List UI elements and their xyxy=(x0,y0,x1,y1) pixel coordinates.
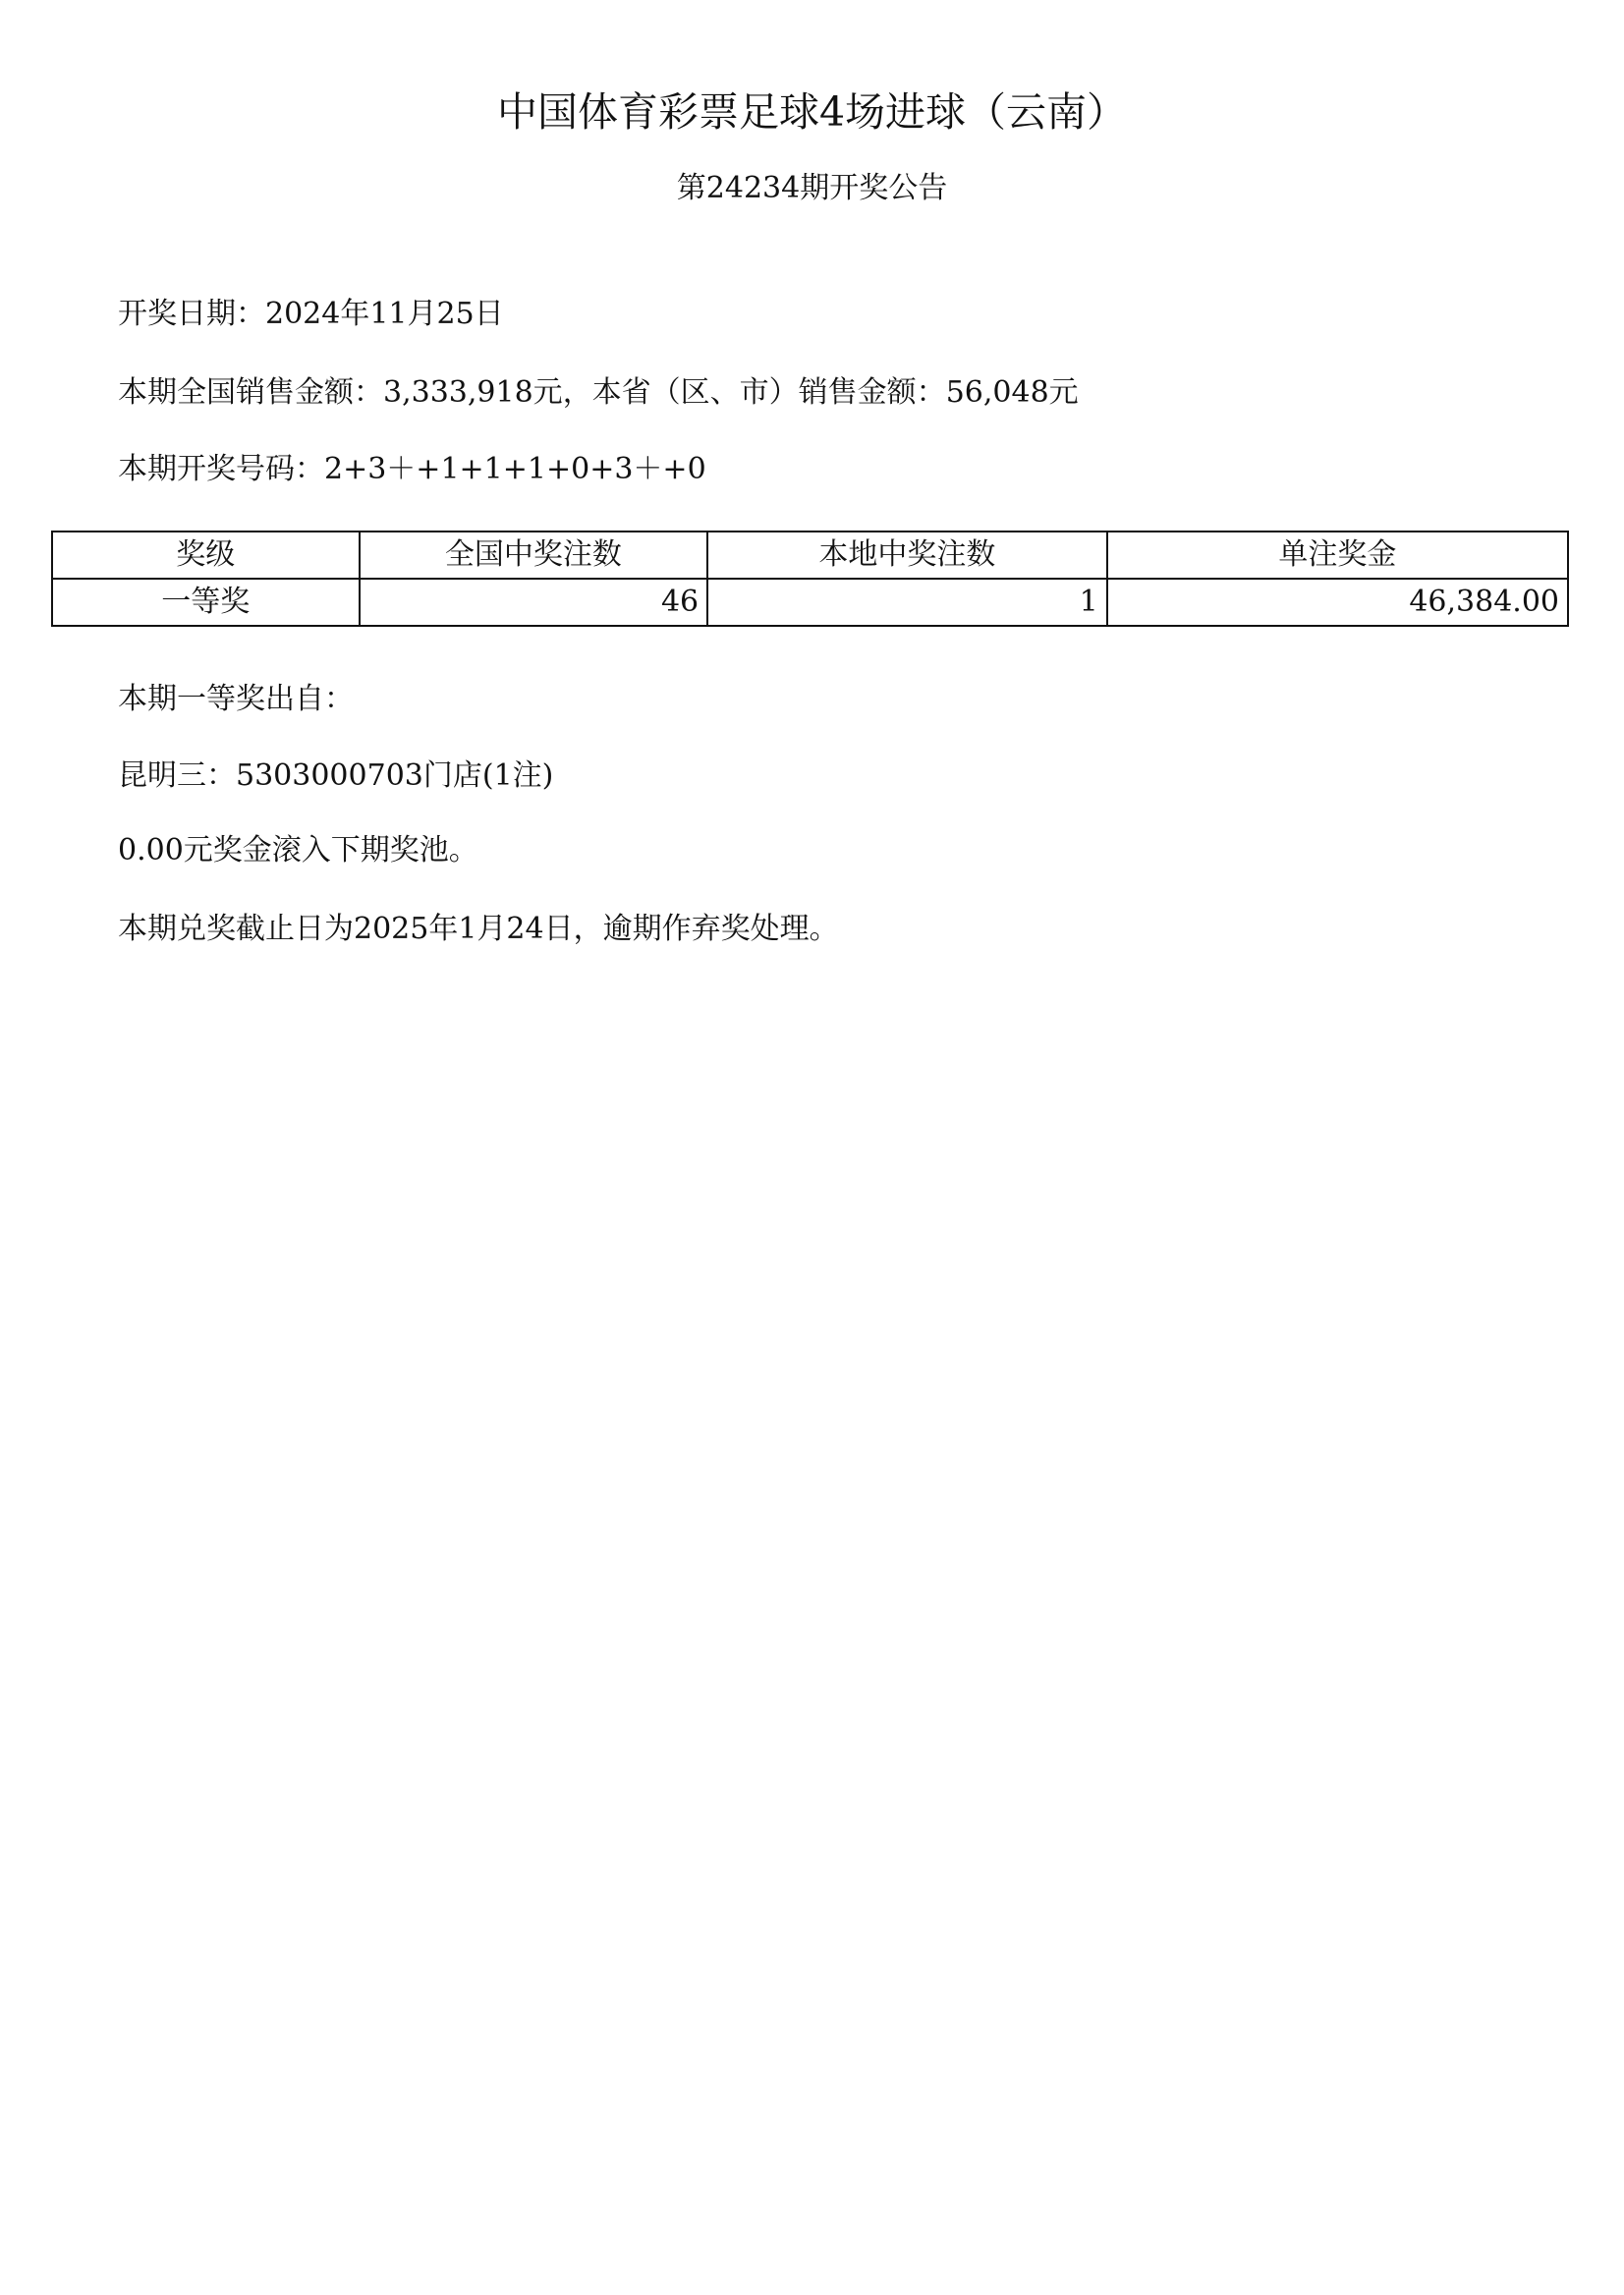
cell-level: 一等奖 xyxy=(52,579,360,626)
winning-numbers-value: 2+3＋+1+1+1+0+3＋+0 xyxy=(324,452,706,486)
page-subtitle: 第24234期开奖公告 xyxy=(676,171,948,205)
first-prize-origin-label: 本期一等奖出自： xyxy=(118,682,354,716)
sales-line xyxy=(118,371,1079,415)
winning-numbers-label: 本期开奖号码： xyxy=(118,452,324,486)
national-sales-label: 本期全国销售金额： xyxy=(118,375,383,410)
header-local-count: 本地中奖注数 xyxy=(707,532,1107,579)
table-header-row xyxy=(52,532,1568,579)
deadline-line: 本期兑奖截止日为2025年1月24日，逾期作弃奖处理。 xyxy=(118,912,839,946)
rollover-line: 0.00元奖金滚入下期奖池。 xyxy=(118,833,478,868)
draw-date-line xyxy=(118,293,504,336)
draw-date-label: 开奖日期： xyxy=(118,297,265,331)
cell-prize: 46,384.00 xyxy=(1107,579,1568,626)
page-title: 中国体育彩票足球4场进球（云南） xyxy=(496,88,1128,136)
header-prize: 单注奖金 xyxy=(1107,532,1568,579)
national-sales-value: 3,333,918元 xyxy=(383,375,563,410)
cell-local-count: 1 xyxy=(707,579,1107,626)
table-row xyxy=(52,579,1568,626)
province-sales-value: 56,048元 xyxy=(945,375,1079,410)
store-line: 昆明三：5303000703门店(1注) xyxy=(118,758,554,793)
province-sales-label: ，本省（区、市）销售金额： xyxy=(562,375,946,410)
header-national-count: 全国中奖注数 xyxy=(360,532,708,579)
prize-table xyxy=(51,531,1569,627)
draw-date-value: 2024年11月25日 xyxy=(265,297,504,331)
header-level: 奖级 xyxy=(52,532,360,579)
winning-numbers-line xyxy=(118,448,706,491)
cell-national-count: 46 xyxy=(360,579,708,626)
